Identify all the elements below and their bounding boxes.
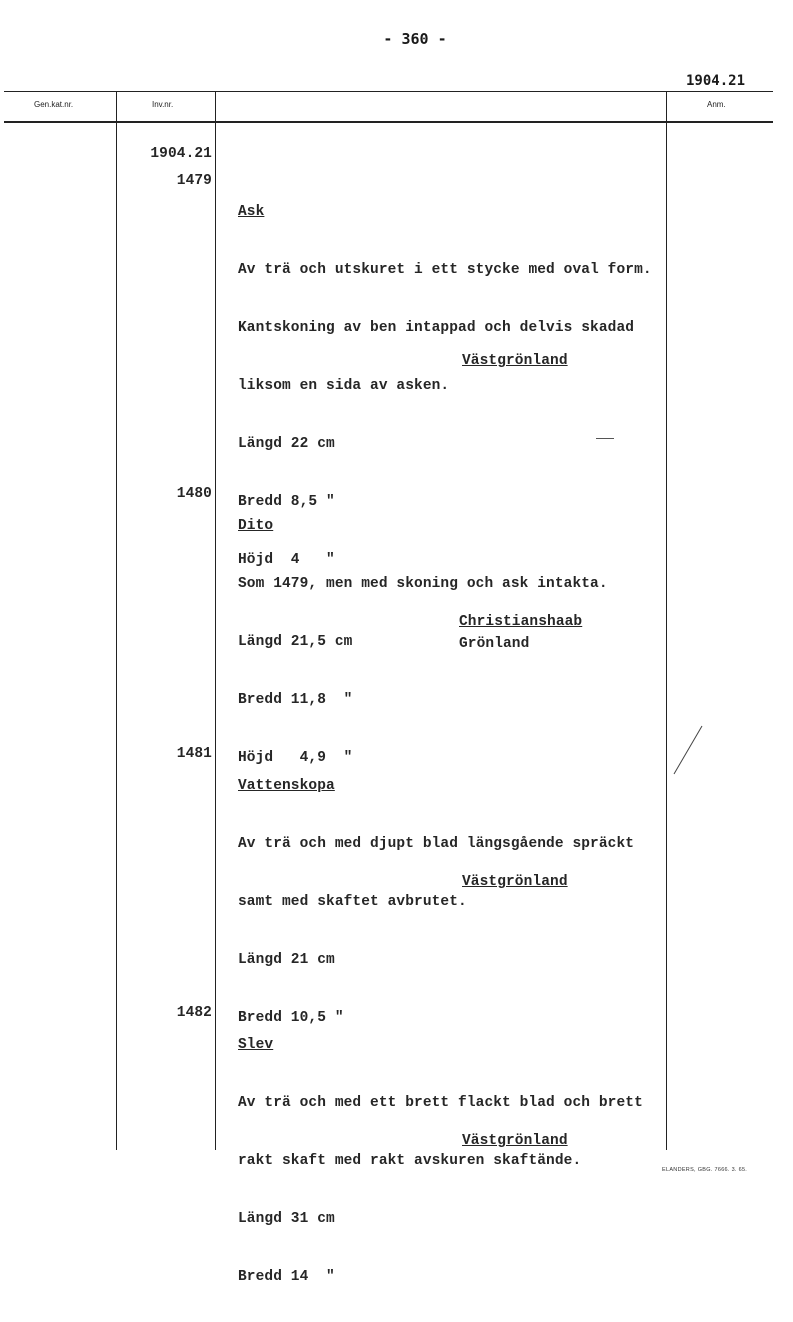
- column-divider-2: [215, 91, 216, 1150]
- entry-title: Dito: [238, 518, 274, 534]
- printer-imprint: ELANDERS, GBG. 7666. 3. 65.: [662, 1167, 748, 1173]
- entry-line: samt med skaftet avbrutet.: [238, 894, 467, 910]
- scan-mark: [596, 438, 614, 439]
- column-header-anm: Anm.: [707, 100, 726, 109]
- page-number: - 360 -: [383, 30, 447, 48]
- entry-line: Höjd 4,9 ": [238, 750, 353, 766]
- entry-title: Slev: [238, 1037, 274, 1053]
- top-reference-number: 1904.21: [686, 73, 746, 89]
- inventory-number: 1479: [176, 173, 212, 189]
- entry-line: Av trä och med djupt blad längsgående spräckt: [238, 836, 635, 852]
- column-header-inv-nr: Inv.nr.: [152, 100, 174, 109]
- entry-line: Höjd 4 ": [238, 552, 335, 568]
- header-bottom-rule: [4, 121, 773, 123]
- entry-line: Av trä och med ett brett flackt blad och brett: [238, 1095, 643, 1111]
- entry-line: Som 1479, men med skoning och ask intakta.: [238, 576, 608, 592]
- entry-line: Längd 31 cm: [238, 1211, 335, 1227]
- inventory-number: 1480: [176, 486, 212, 502]
- inventory-number: 1482: [176, 1005, 212, 1021]
- entry-line: rakt skaft med rakt avskuren skaftände.: [238, 1153, 582, 1169]
- entry-title: Ask: [238, 204, 265, 220]
- entry-line: Längd 22 cm: [238, 436, 335, 452]
- entry-line: Kantskoning av ben intappad och delvis skadad: [238, 320, 635, 336]
- entry-line: Bredd 11,8 ": [238, 692, 353, 708]
- entry-location: Christianshaab: [459, 614, 583, 630]
- collection-reference: 1904.21: [150, 146, 212, 162]
- catalogue-entry: [238, 1000, 678, 1322]
- header-top-rule: [4, 91, 773, 92]
- entry-location: Västgrönland: [462, 874, 568, 890]
- entry-line: liksom en sida av asken.: [238, 378, 450, 394]
- entry-line: Längd 21 cm: [238, 952, 335, 968]
- entry-line: Av trä och utskuret i ett stycke med oval form.: [238, 262, 652, 278]
- entry-line: Bredd 14 ": [238, 1269, 335, 1285]
- entry-location: Västgrönland: [462, 1133, 568, 1149]
- column-divider-1: [116, 91, 117, 1150]
- inventory-number: 1481: [176, 746, 212, 762]
- entry-location: Västgrönland: [462, 353, 568, 369]
- entry-line: Bredd 10,5 ": [238, 1010, 344, 1026]
- column-header-gen-kat-nr: Gen.kat.nr.: [34, 100, 74, 109]
- entry-line: Längd 21,5 cm: [238, 634, 353, 650]
- entry-line: Bredd 8,5 ": [238, 494, 335, 510]
- pencil-stroke: [672, 724, 704, 776]
- entry-title: Vattenskopa: [238, 778, 335, 794]
- entry-location-region: Grönland: [459, 636, 530, 652]
